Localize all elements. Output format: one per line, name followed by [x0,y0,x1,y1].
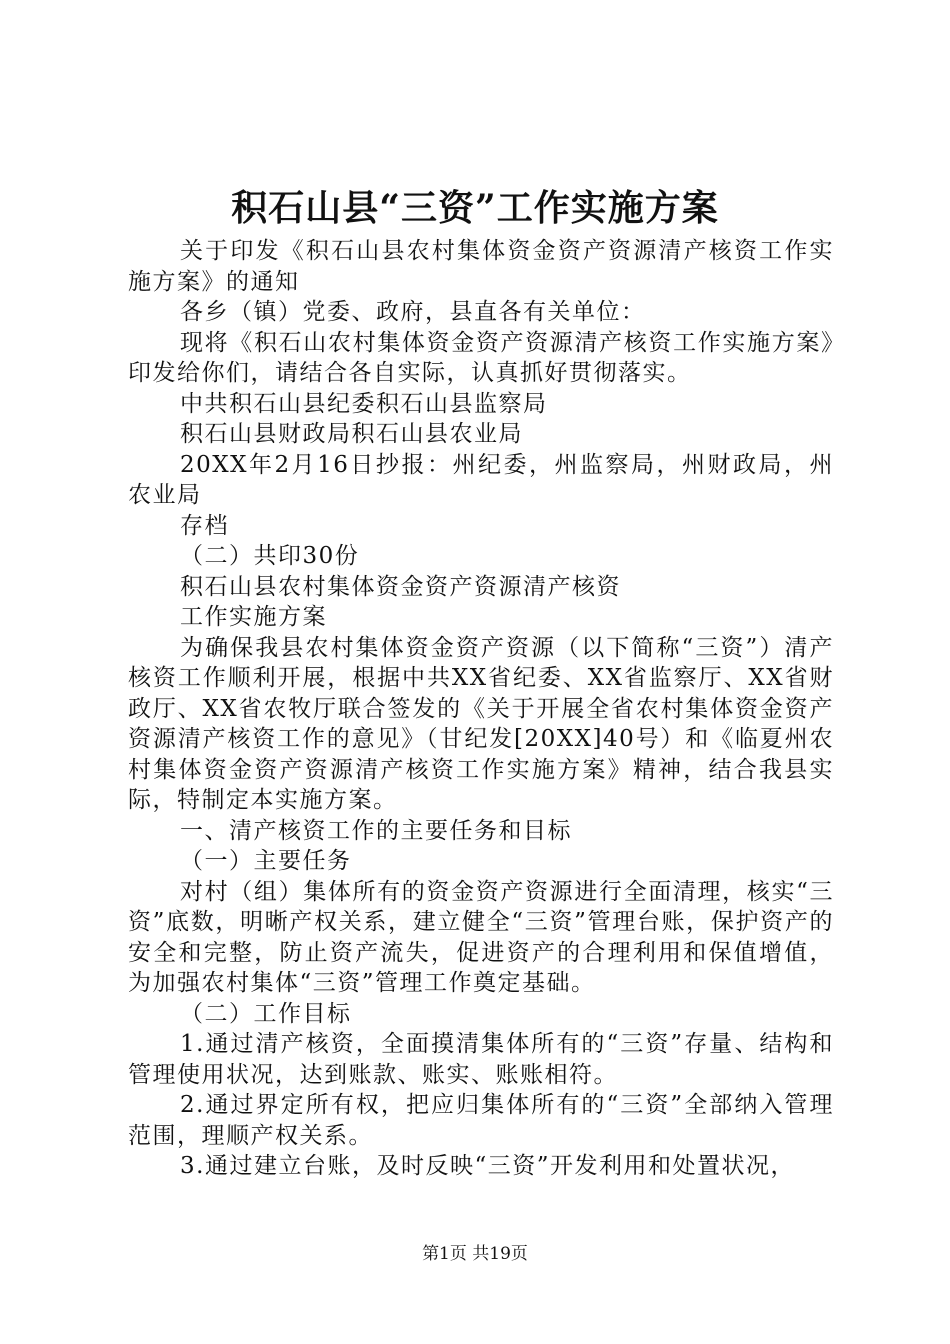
document-body [128,236,834,1182]
document-title: 积石山县“三资”工作实施方案 [231,187,719,229]
paragraph: 20XX年2月16日抄报：州纪委，州监察局，州财政局，州农业局 [128,451,834,508]
list-item: 2.通过界定所有权，把应归集体所有的“三资”全部纳入管理范围，理顺产权关系。 [128,1092,834,1149]
paragraph: 中共积石山县纪委积石山县监察局 [180,390,548,417]
subsection-heading: （二）工作目标 [180,1000,352,1027]
list-item: 3.通过建立台账，及时反映“三资”开发利用和处置状况， [180,1153,795,1179]
paragraph: 为确保我县农村集体资金资产资源（以下简称“三资”）清产核资工作顺利开展，根据中共XX省纪委、XX省监察厅、XX省财政厅、XX省农牧厅联合签发的《关于开展全省农村集体资金资产资源清产核资工作的意见》（甘纪发[20XX]40号）和《临夏州农村集体资金资产资源清产核资工作实施方案》精神，结合我县实际，特制定本实施方案。 [128,634,834,813]
paragraph: 工作实施方案 [180,604,327,630]
subsection-heading: （一）主要任务 [180,848,352,874]
paragraph: 各乡（镇）党委、政府，县直各有关单位： [180,299,646,325]
list-item: 1.通过清产核资，全面摸清集体所有的“三资”存量、结构和管理使用状况，达到账款、账实、账账相符。 [128,1031,834,1088]
paragraph: （二）共印30份 [180,543,360,569]
section-heading: 一、清产核资工作的主要任务和目标 [180,817,572,844]
paragraph: 存档 [180,512,229,539]
paragraph: 积石山县农村集体资金资产资源清产核资 [180,573,621,600]
paragraph: 关于印发《积石山县农村集体资金资产资源清产核资工作实施方案》的通知 [128,238,834,295]
page-footer: 第1页 共19页 [422,1244,528,1264]
paragraph: 积石山县财政局积石山县农业局 [180,421,523,447]
paragraph: 对村（组）集体所有的资金资产资源进行全面清理，核实“三资”底数，明晰产权关系，建立健全“三资”管理台账，保护资产的安全和完整，防止资产流失，促进资产的合理利用和保值增值，为加强农村集体“三资”管理工作奠定基础。 [128,878,834,996]
paragraph: 现将《积石山农村集体资金资产资源清产核资工作实施方案》印发给你们，请结合各自实际，认真抓好贯彻落实。 [128,329,834,386]
